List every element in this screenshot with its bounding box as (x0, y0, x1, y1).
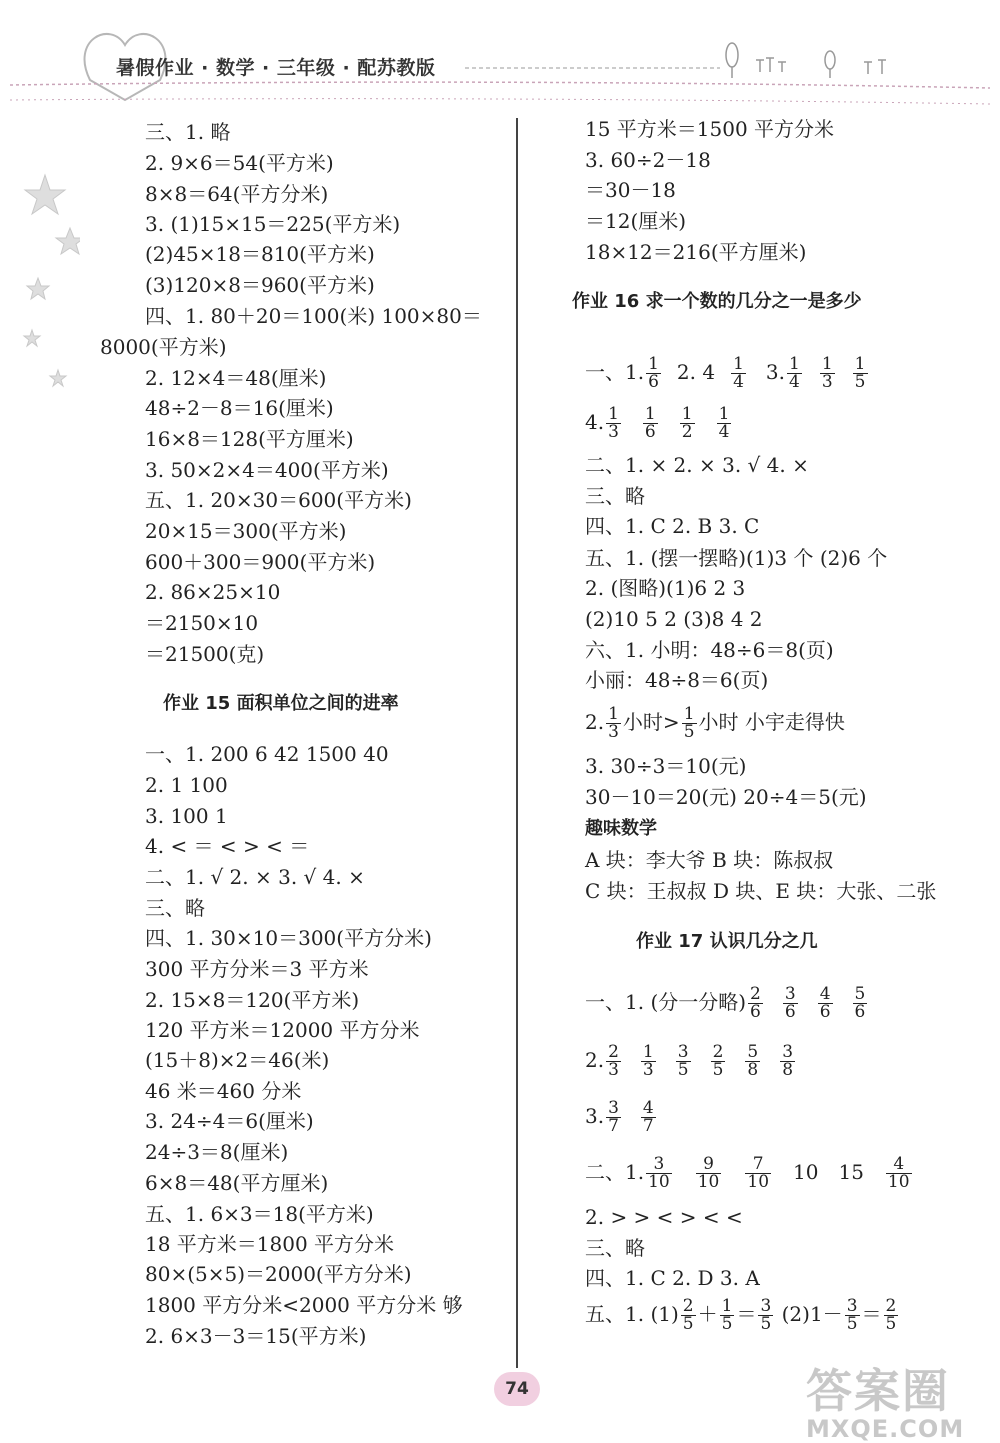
numerator: 4 (886, 1156, 912, 1174)
answer-line: (15＋8)×2＝46(米) (145, 1048, 330, 1072)
answer-line: 五、1. 6×3＝18(平方米) (145, 1202, 374, 1226)
numerator: 1 (821, 354, 833, 374)
answer-line: ＝30－18 (585, 178, 676, 202)
inline-text: 3. (765, 360, 786, 384)
fraction (886, 1156, 912, 1191)
denominator: 7 (642, 1116, 654, 1136)
numerator: 3 (608, 1098, 619, 1118)
inline-text: 3. (585, 1104, 605, 1128)
fraction (682, 706, 697, 741)
inline-text: 小时 小宇走得快 (698, 710, 845, 734)
numerator: 3 (760, 1296, 772, 1316)
inline-text: 一、1. (585, 360, 645, 384)
answer-line: 1800 平方分米<2000 平方分米 够 (145, 1293, 463, 1317)
numerator: 1 (789, 354, 800, 374)
answer-line: A 块：李大爷 B 块：陈叔叔 (585, 848, 834, 872)
answer-line: (2)45×18＝810(平方米) (145, 242, 375, 266)
numerator: 3 (846, 1296, 858, 1316)
numerator: 2 (608, 1042, 619, 1062)
answer-line: 六、1. 小明：48÷6＝8(页) (585, 638, 834, 662)
numerator: 5 (747, 1042, 759, 1062)
star-decoration-icon (20, 170, 80, 400)
answer-line: 8×8＝64(平方分米) (145, 182, 329, 206)
answer-line: 三、略 (145, 896, 205, 920)
answer-line: ＝21500(克) (145, 642, 265, 666)
inline-text: ＝ (736, 1302, 757, 1326)
answer-line: 600＋300＝900(平方米) (145, 550, 376, 574)
numerator: 3 (646, 1156, 672, 1174)
denominator: 4 (733, 372, 744, 392)
denominator: 6 (854, 1002, 866, 1022)
answer-line: 80×(5×5)＝2000(平方分米) (145, 1262, 412, 1286)
answer-line: 16×8＝128(平方厘米) (145, 427, 354, 451)
answer-line: 2. 9×6＝54(平方米) (145, 151, 334, 175)
fraction (606, 1100, 621, 1135)
fraction (745, 1156, 771, 1191)
numerator: 1 (683, 704, 695, 724)
answer-line-fractions (585, 352, 884, 392)
numerator: 7 (745, 1156, 771, 1174)
inline-text: 二、1. (585, 1160, 645, 1184)
answer-line: 2. > > < > < < (585, 1205, 743, 1229)
numerator: 1 (644, 404, 656, 424)
inline-text: 10 (793, 1160, 819, 1184)
column-divider (516, 118, 518, 1368)
denominator: 2 (681, 422, 693, 442)
fraction (853, 986, 868, 1021)
answer-line: 4. < ＝ < > < ＝ (145, 834, 310, 858)
denominator: 3 (608, 1060, 619, 1080)
numerator: 1 (718, 404, 730, 424)
fraction (884, 1298, 899, 1333)
answer-line-fractions (585, 1096, 674, 1136)
denominator: 3 (608, 422, 619, 442)
page-number: 74 (494, 1372, 540, 1406)
section-heading: 作业 17 认识几分之几 (636, 931, 818, 952)
inline-text: 小时> (622, 710, 680, 734)
fraction (680, 406, 695, 441)
answer-line: 五、1. (摆一摆略)(1)3 个 (2)6 个 (585, 546, 888, 570)
answer-line: 五、1. 20×30＝600(平方米) (145, 488, 412, 512)
fraction (845, 1298, 860, 1333)
fraction (643, 406, 658, 441)
answer-line: 46 米＝460 分米 (145, 1079, 302, 1103)
fraction (787, 356, 802, 391)
denominator: 5 (854, 372, 866, 392)
denominator: 10 (747, 1172, 770, 1192)
numerator: 1 (681, 404, 693, 424)
numerator: 2 (682, 1296, 694, 1316)
fraction (641, 1044, 656, 1079)
numerator: 2 (750, 984, 761, 1004)
numerator: 4 (642, 1098, 654, 1118)
denominator: 3 (821, 372, 833, 392)
inline-text: ＝ (861, 1302, 882, 1326)
answer-line: 3. 30÷3＝10(元) (585, 754, 747, 778)
fraction (711, 1044, 726, 1079)
numerator: 2 (712, 1042, 724, 1062)
answer-line: 三、略 (585, 484, 645, 508)
answer-line: 3. 24÷4＝6(厘米) (145, 1109, 314, 1133)
denominator: 3 (608, 722, 619, 742)
inline-text: 4. (585, 410, 605, 434)
answer-line: 小丽：48÷8＝6(页) (585, 668, 769, 692)
denominator: 8 (747, 1060, 759, 1080)
section-heading: 作业 15 面积单位之间的进率 (163, 693, 399, 714)
numerator: 5 (854, 984, 866, 1004)
watermark-line2: MXQE.COM (806, 1415, 965, 1443)
denominator: 5 (885, 1314, 897, 1334)
fraction (646, 1156, 672, 1191)
fraction (731, 356, 746, 391)
section-heading: 趣味数学 (585, 818, 657, 839)
inline-text: 五、1. (1) (585, 1302, 679, 1326)
answer-line-fractions (585, 702, 845, 742)
watermark (806, 1355, 964, 1443)
fraction (676, 1044, 691, 1079)
denominator: 6 (648, 372, 659, 392)
numerator: 1 (648, 354, 659, 374)
denominator: 10 (697, 1172, 720, 1192)
fraction (758, 1298, 773, 1333)
fraction (748, 986, 763, 1021)
numerator: 1 (642, 1042, 654, 1062)
fraction (641, 1100, 656, 1135)
answer-line: 3. (1)15×15＝225(平方米) (145, 212, 401, 236)
denominator: 6 (644, 422, 656, 442)
section-heading: 作业 16 求一个数的几分之一是多少 (572, 291, 862, 312)
fraction (853, 356, 868, 391)
fraction (646, 356, 661, 391)
answer-line-fractions (585, 1294, 900, 1334)
answer-line-fractions (585, 402, 751, 442)
header-title: 暑假作业 · 数学 · 三年级 · 配苏教版 (116, 57, 436, 79)
answer-line: 6×8＝48(平方厘米) (145, 1171, 329, 1195)
denominator: 4 (718, 422, 730, 442)
answer-line: 四、1. C 2. B 3. C (585, 514, 760, 538)
denominator: 10 (887, 1172, 910, 1192)
fraction (717, 406, 732, 441)
denominator: 3 (642, 1060, 654, 1080)
answer-line: 3. 50×2×4＝400(平方米) (145, 458, 389, 482)
answer-line: 18×12＝216(平方厘米) (585, 240, 807, 264)
fraction (820, 356, 835, 391)
inline-text: 一、1. (分一分略) (585, 990, 747, 1014)
fraction (696, 1156, 722, 1191)
denominator: 5 (721, 1314, 733, 1334)
denominator: 5 (683, 722, 695, 742)
inline-text: ＋ (697, 1302, 718, 1326)
denominator: 5 (760, 1314, 772, 1334)
answer-line: 8000(平方米) (100, 335, 227, 359)
answer-line: 3. 60÷2－18 (585, 148, 711, 172)
inline-text: 2. 4 (676, 360, 716, 384)
answer-line: 二、1. × 2. × 3. √ 4. × (585, 453, 809, 477)
fraction (606, 1044, 621, 1079)
answer-line: 2. 6×3－3＝15(平方米) (145, 1324, 367, 1348)
answer-line: 四、1. 30×10＝300(平方分米) (145, 926, 432, 950)
denominator: 5 (846, 1314, 858, 1334)
fraction (780, 1044, 795, 1079)
answer-line: 四、1. 80＋20＝100(米) 100×80＝ (145, 304, 482, 328)
answer-line: 2. 15×8＝120(平方米) (145, 988, 360, 1012)
answer-line: 三、1. 略 (145, 120, 231, 144)
answer-line: 30－10＝20(元) 20÷4＝5(元) (585, 785, 867, 809)
numerator: 1 (608, 704, 619, 724)
numerator: 1 (608, 404, 619, 424)
answer-line: 15 平方米＝1500 平方分米 (585, 117, 835, 141)
answer-line: 一、1. 200 6 42 1500 40 (145, 742, 389, 766)
fraction (745, 1044, 760, 1079)
inline-text: 2. (585, 1048, 605, 1072)
denominator: 8 (782, 1060, 794, 1080)
denominator: 5 (712, 1060, 724, 1080)
numerator: 3 (782, 1042, 794, 1062)
answer-line: ＝12(厘米) (585, 209, 687, 233)
answer-line: 四、1. C 2. D 3. A (585, 1266, 760, 1290)
fraction (783, 986, 798, 1021)
answer-line: 20×15＝300(平方米) (145, 519, 347, 543)
numerator: 3 (784, 984, 796, 1004)
answer-line-fractions (585, 982, 885, 1022)
answer-line: 2. 86×25×10 (145, 580, 281, 604)
answer-line: 18 平方米＝1800 平方分米 (145, 1232, 395, 1256)
denominator: 6 (750, 1002, 761, 1022)
fraction (720, 1298, 735, 1333)
denominator: 5 (677, 1060, 689, 1080)
fraction (818, 986, 833, 1021)
denominator: 4 (789, 372, 800, 392)
inline-text: (2)1－ (775, 1302, 843, 1326)
answer-line: 3. 100 1 (145, 804, 228, 828)
denominator: 6 (819, 1002, 831, 1022)
denominator: 5 (682, 1314, 694, 1334)
answer-line: ＝2150×10 (145, 611, 259, 635)
fraction (606, 706, 621, 741)
numerator: 9 (696, 1156, 722, 1174)
answer-line: 120 平方米＝12000 平方分米 (145, 1018, 420, 1042)
numerator: 1 (733, 354, 744, 374)
answer-line-fractions (585, 1152, 934, 1192)
denominator: 10 (648, 1172, 670, 1192)
numerator: 2 (885, 1296, 897, 1316)
answer-line: 2. 12×4＝48(厘米) (145, 366, 327, 390)
answer-line: 2. 1 100 (145, 773, 228, 797)
denominator: 7 (608, 1116, 619, 1136)
fraction (606, 406, 621, 441)
inline-text: 15 (838, 1160, 864, 1184)
answer-line: 二、1. √ 2. × 3. √ 4. × (145, 865, 365, 889)
answer-line-fractions (585, 1040, 813, 1080)
denominator: 6 (784, 1002, 796, 1022)
inline-text: 2. (585, 710, 605, 734)
answer-line: 300 平方分米＝3 平方米 (145, 957, 369, 981)
answer-line: 2. (图略)(1)6 2 3 (585, 576, 746, 600)
answer-line: 24÷3＝8(厘米) (145, 1140, 289, 1164)
answer-line: (3)120×8＝960(平方米) (145, 273, 375, 297)
numerator: 1 (854, 354, 866, 374)
numerator: 4 (819, 984, 831, 1004)
answer-line: 48÷2－8＝16(厘米) (145, 396, 334, 420)
watermark-line1: 答案圈 (806, 1364, 950, 1418)
answer-line: (2)10 5 2 (3)8 4 2 (585, 607, 763, 631)
fraction (681, 1298, 696, 1333)
answer-line: 三、略 (585, 1236, 645, 1260)
answer-line: C 块：王叔叔 D 块、E 块：大张、二张 (585, 879, 937, 903)
numerator: 3 (677, 1042, 689, 1062)
numerator: 1 (721, 1296, 733, 1316)
